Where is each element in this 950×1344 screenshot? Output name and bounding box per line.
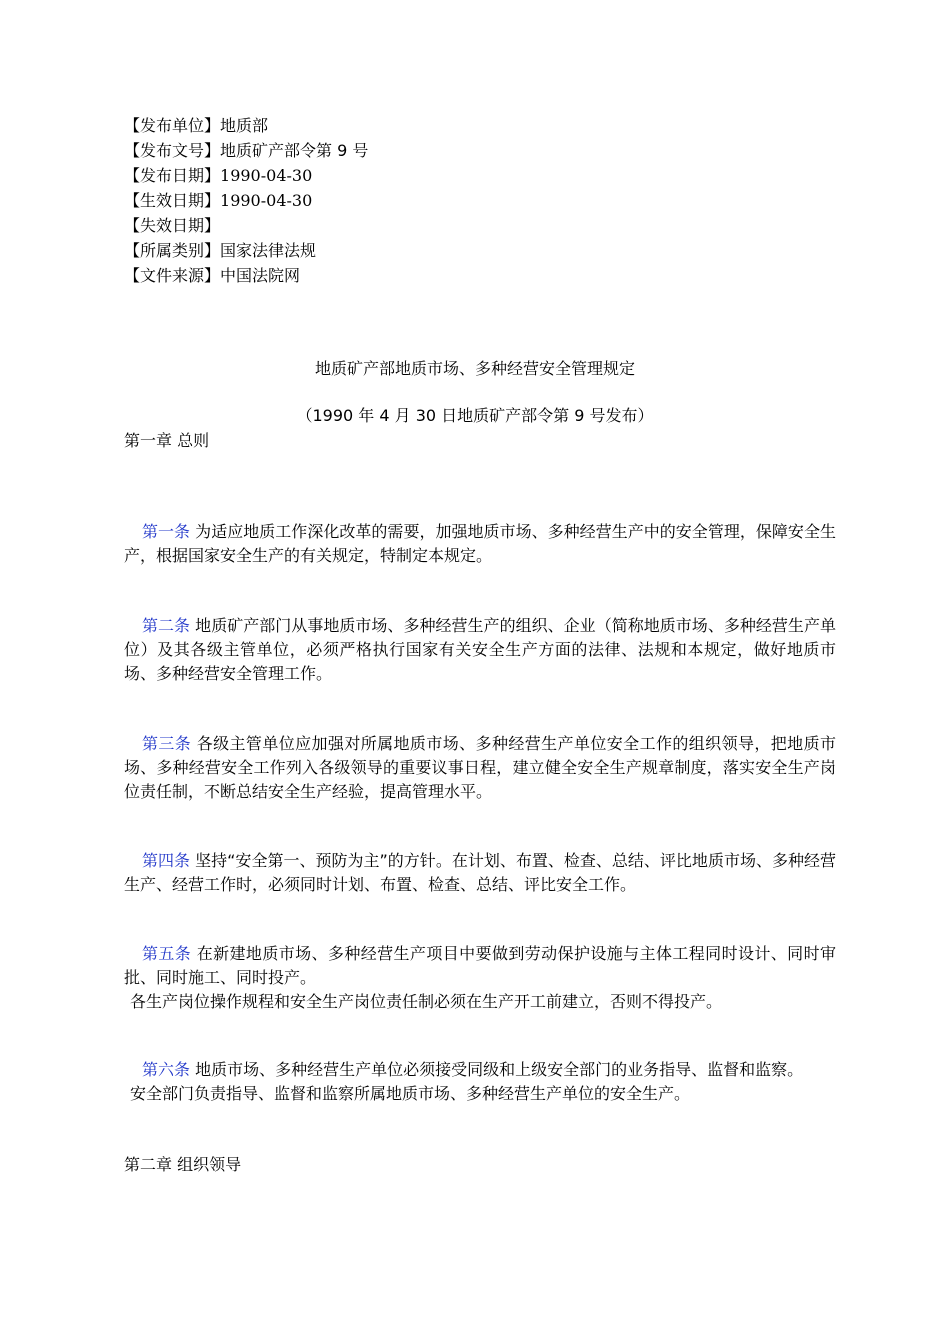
article-text: 在新建地质市场、多种经营生产项目中要做到劳动保护设施与主体工程同时设计、同时审批、同时施工、同时投产。 (124, 944, 836, 987)
article-text: 地质矿产部门从事地质市场、多种经营生产的组织、企业（简称地质市场、多种经营生产单位）及其各级主管单位，必须严格执行国家有关安全生产方面的法律、法规和本规定，做好地质市场、多种经营安全管理工作。 (124, 616, 836, 683)
article-text: 各级主管单位应加强对所属地质市场、多种经营生产单位安全工作的组织领导，把地质市场、多种经营安全工作列入各级领导的重要议事日程，建立健全安全生产规章制度，落实安全生产岗位责任制，不断总结安全生产经验，提高管理水平。 (124, 734, 836, 801)
article-label: 第二条 (142, 616, 191, 635)
meta-value: 1990-04-30 (220, 191, 313, 210)
meta-publisher (124, 113, 268, 138)
article-paragraph: 安全部门负责指导、监督和监察所属地质市场、多种经营生产单位的安全生产。 (130, 1084, 691, 1103)
meta-label: 【发布单位】 (124, 116, 221, 135)
article-2 (124, 614, 836, 686)
article-label: 第三条 (142, 734, 192, 753)
meta-effective-date (124, 188, 312, 213)
meta-value: 中国法院网 (220, 266, 301, 285)
meta-document-number (124, 138, 368, 163)
meta-expiry-date (124, 213, 220, 238)
article-text: 坚持“安全第一、预防为主”的方针。在计划、布置、检查、总结、评比地质市场、多种经营生产、经营工作时，必须同时计划、布置、检查、总结、评比安全工作。 (124, 851, 836, 894)
meta-value: 地质矿产部令第 9 号 (220, 141, 369, 160)
article-label: 第六条 (142, 1060, 191, 1079)
article-3 (124, 732, 836, 804)
meta-source (124, 263, 300, 288)
meta-label: 【发布文号】 (124, 141, 221, 160)
article-6 (124, 1058, 836, 1106)
article-label: 第五条 (142, 944, 192, 963)
meta-publish-date (124, 163, 312, 188)
article-4 (124, 849, 836, 897)
meta-label: 【发布日期】 (124, 166, 221, 185)
meta-category (124, 238, 316, 263)
article-label: 第一条 (142, 522, 191, 541)
meta-label: 【生效日期】 (124, 191, 221, 210)
article-label: 第四条 (142, 851, 191, 870)
chapter-heading: 第二章 组织领导 (124, 1155, 242, 1174)
document-subtitle: （1990 年 4 月 30 日地质矿产部令第 9 号发布） (296, 406, 654, 425)
article-text: 地质市场、多种经营生产单位必须接受同级和上级安全部门的业务指导、监督和监察。 (190, 1060, 804, 1079)
article-5 (124, 942, 836, 1014)
meta-label: 【文件来源】 (124, 266, 221, 285)
meta-value: 国家法律法规 (220, 241, 317, 260)
meta-value: 地质部 (220, 116, 269, 135)
meta-label: 【失效日期】 (124, 216, 221, 235)
meta-label: 【所属类别】 (124, 241, 221, 260)
article-paragraph: 各生产岗位操作规程和安全生产岗位责任制必须在生产开工前建立，否则不得投产。 (130, 992, 723, 1011)
article-1 (124, 520, 836, 568)
article-text: 为适应地质工作深化改革的需要，加强地质市场、多种经营生产中的安全管理，保障安全生产，根据国家安全生产的有关规定，特制定本规定。 (124, 522, 836, 565)
chapter-heading: 第一章 总则 (124, 431, 210, 450)
document-title: 地质矿产部地质市场、多种经营安全管理规定 (314, 359, 635, 378)
meta-value: 1990-04-30 (220, 166, 313, 185)
